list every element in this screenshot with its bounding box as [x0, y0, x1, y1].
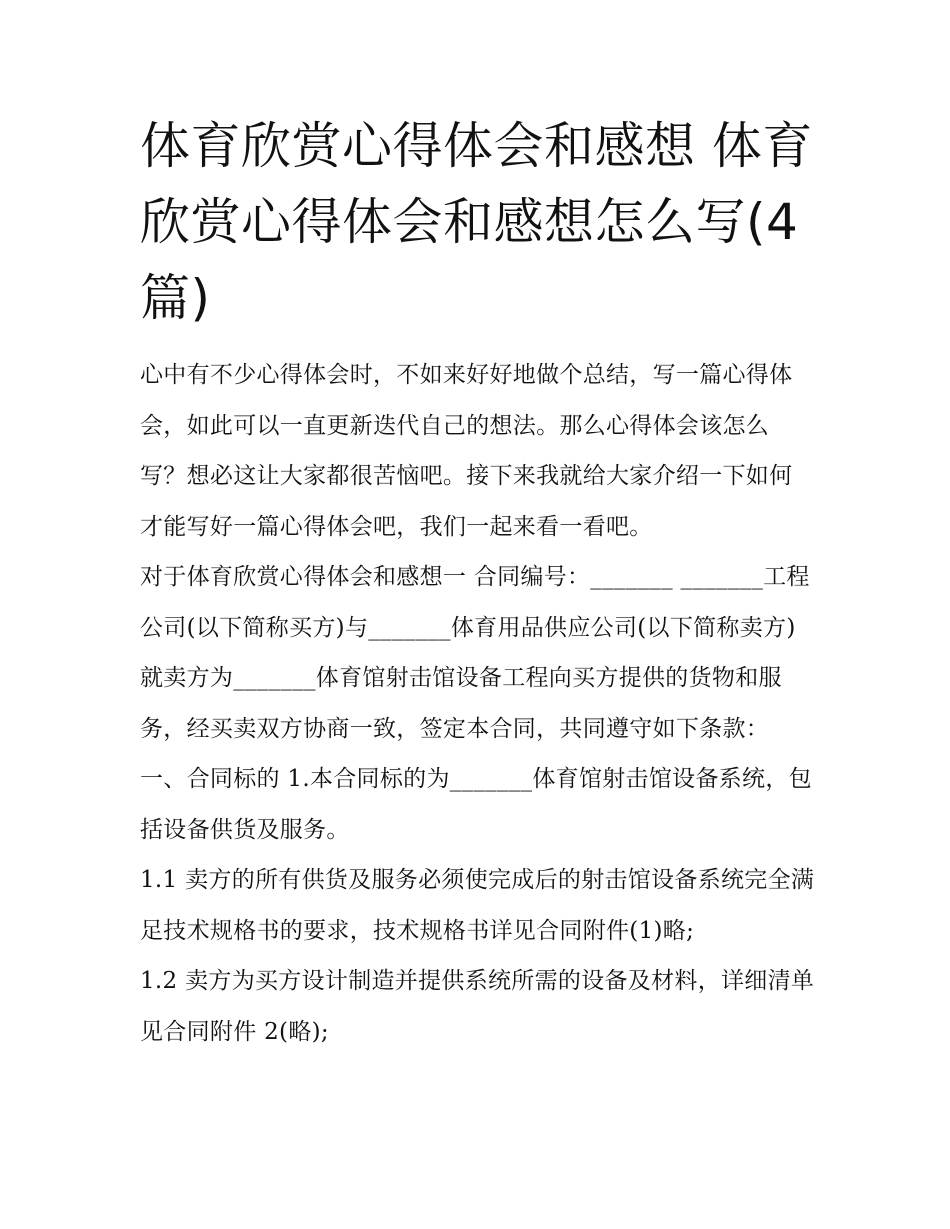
clause-1-2-paragraph: 1.2 卖方为买方设计制造并提供系统所需的设备及材料，详细清单见合同附件 2(略);: [140, 968, 815, 1045]
clause-1-1-paragraph: 1.1 卖方的所有供货及服务必须使完成后的射击馆设备系统完全满足技术规格书的要求，技术规格书详见合同附件(1)略;: [140, 867, 815, 944]
intro-paragraph: 心中有不少心得体会时，不如来好好地做个总结，写一篇心得体会，如此可以一直更新迭代自己的想法。那么心得体会该怎么写？想必这让大家都很苦恼吧。接下来我就给大家介绍一下如何才能写好一篇心得体会吧，我们一起来看一看吧。: [140, 362, 793, 540]
document-title: 体育欣赏心得体会和感想 体育欣赏心得体会和感想怎么写(4篇): [140, 117, 813, 327]
contract-intro-paragraph: 对于体育欣赏心得体会和感想一 合同编号：_______ _______工程公司(以下简称买方)与_______体育用品供应公司(以下简称卖方)就卖方为_______体育馆射击馆设备工程向买方提供的货物和服务，经买卖双方协商一致，签定本合同，共同遵守如下条款：: [140, 564, 810, 742]
clause-one-paragraph: 一、合同标的 1.本合同标的为_______体育馆射击馆设备系统，包括设备供货及服务。: [140, 766, 812, 843]
document-page: [140, 108, 815, 1057]
